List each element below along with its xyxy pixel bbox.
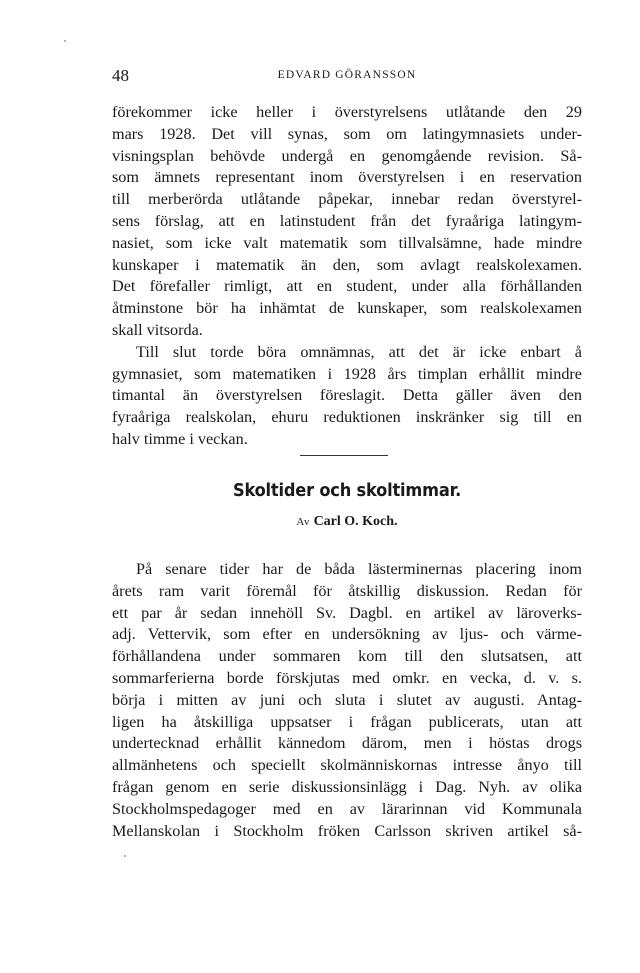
paper-speck [64,40,66,42]
text-line: sens förslag, att en latinstudent från det fyraåriga latingym- [112,211,582,230]
text-line: Mellanskolan i Stockholm fröken Carlsson skriven artikel så- [112,821,582,840]
running-head [112,66,582,86]
text-line: börja i mitten av juni och sluta i slutet av augusti. Antag- [112,690,582,709]
text-line: ett par år sedan innehöll Sv. Dagbl. en artikel av läroverks- [112,603,582,622]
text-line: till merberörda utlåtande påpekar, innebar redan överstyrel- [112,190,582,209]
article-byline [112,514,582,530]
author-name: Carl O. Koch. [313,514,398,529]
page-number: 48 [112,66,129,85]
article-title: Skoltider och skoltimmar. [232,480,462,501]
text-line: åtminstone bör ha inhämtat de kunskaper, som realskolexamen [112,299,582,318]
text-line: ligen ha åtskilliga uppsatser i frågan publicerats, utan att [112,712,582,731]
section-divider [300,455,388,456]
text-line: förhållandena under sommaren kom till den slutsatsen, att [112,647,582,666]
running-title: EDVARD GÖRANSSON [277,69,417,81]
paper-speck [124,855,126,857]
text-line: timantal än överstyrelsen föreslagit. Detta gäller även den [112,386,582,405]
text-line: gymnasiet, som matematiken i 1928 års timplan erhållit mindre [112,364,582,383]
text-line: Till slut torde böra omnämnas, att det är icke enbart å [136,342,582,361]
text-line: Stockholmspedagoger med en av lärarinnan vid Kommunala [112,799,582,818]
text-line: visningsplan behövde undergå en genomgående revision. Så- [112,146,582,165]
text-line: fyraåriga realskolan, ehuru reduktionen inskränker sig till en [112,408,582,427]
byline-prefix: Av [296,516,311,528]
text-line: årets ram varit föremål för åtskillig diskussion. Redan för [112,581,582,600]
text-line: adj. Vettervik, som efter en undersökning av ljus- och värme- [112,625,582,644]
text-line: skall vitsorda. [112,320,203,339]
article-text [112,559,582,842]
text-line: sommarferierna borde förskjutas med omkr. en vecka, d. v. s. [112,668,582,687]
text-line: På senare tider har de båda lästerminernas placering inom [136,560,582,578]
text-line: undertecknad erhållit kännedom därom, men i höstas drogs [112,734,582,753]
text-line: som ämnets representant inom överstyrelsen i en reservation [112,168,582,187]
text-line: mars 1928. Det vill synas, som om latingymnasiets under- [112,124,582,143]
text-line: halv timme i veckan. [112,429,248,448]
text-line: frågan genom en serie diskussionsinlägg i Dag. Nyh. av olika [112,777,582,796]
text-line: Det förefaller rimligt, att en student, under alla förhållanden [112,277,582,296]
text-line: allmänhetens och speciellt skolmänniskornas intresse ånyo till [112,756,582,775]
first-section-text [112,102,582,451]
text-line: kunskaper i matematik än den, som avlagt realskolexamen. [112,255,582,274]
text-line: förekommer icke heller i överstyrelsens utlåtande den 29 [112,103,582,121]
text-line: nasiet, som icke valt matematik som tillvalsämne, hade mindre [112,233,582,252]
